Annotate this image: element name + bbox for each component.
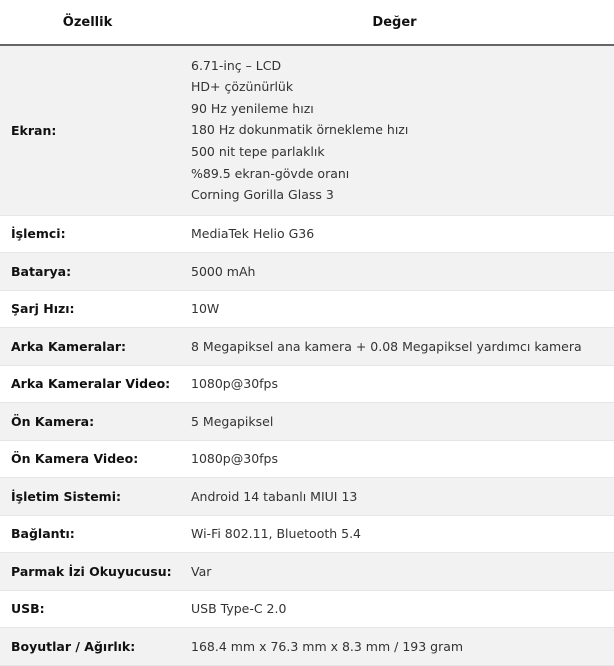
row-label: İşletim Sistemi: [0, 478, 175, 516]
row-label: Ön Kamera: [0, 403, 175, 441]
row-value: USB Type-C 2.0 [175, 590, 614, 628]
table-row [0, 253, 614, 291]
table-row [0, 628, 614, 666]
header-feature: Özellik [0, 0, 175, 45]
row-label: Arka Kameralar Video: [0, 365, 175, 403]
value-line: HD+ çözünürlük [191, 79, 294, 95]
table-row [0, 45, 614, 215]
row-value: 1080p@30fps [175, 440, 614, 478]
table-row [0, 290, 614, 328]
row-label: Boyutlar / Ağırlık: [0, 628, 175, 666]
table-row [0, 328, 614, 366]
row-label: Batarya: [0, 253, 175, 291]
row-label: Şarj Hızı: [0, 290, 175, 328]
row-value: 8 Megapiksel ana kamera + 0.08 Megapiksel yardımcı kamera [175, 328, 614, 366]
table-row [0, 478, 614, 516]
header-value: Değer [175, 0, 614, 45]
table-row [0, 365, 614, 403]
value-line: %89.5 ekran-gövde oranı [191, 165, 350, 181]
value-line: 180 Hz dokunmatik örnekleme hızı [191, 122, 409, 138]
row-label: Bağlantı: [0, 515, 175, 553]
row-value: Var [175, 553, 614, 591]
table-row [0, 553, 614, 591]
value-line: 6.71-inç – LCD [191, 57, 282, 73]
row-value: 168.4 mm x 76.3 mm x 8.3 mm / 193 gram [175, 628, 614, 666]
value-line: 500 nit tepe parlaklık [191, 144, 325, 160]
row-value: MediaTek Helio G36 [175, 215, 614, 253]
row-value: 10W [175, 290, 614, 328]
value-line: Corning Gorilla Glass 3 [191, 187, 334, 203]
row-label: İşlemci: [0, 215, 175, 253]
row-value: Wi-Fi 802.11, Bluetooth 5.4 [175, 515, 614, 553]
table-row [0, 440, 614, 478]
row-value: 1080p@30fps [175, 365, 614, 403]
row-label: Ekran: [0, 45, 175, 215]
table-row [0, 215, 614, 253]
row-label: USB: [0, 590, 175, 628]
row-value: Android 14 tabanlı MIUI 13 [175, 478, 614, 516]
row-label: Ön Kamera Video: [0, 440, 175, 478]
row-value: 5000 mAh [175, 253, 614, 291]
value-line: 90 Hz yenileme hızı [191, 100, 314, 116]
table-header-row [0, 0, 614, 45]
row-value [175, 45, 614, 215]
table-row [0, 403, 614, 441]
table-row [0, 515, 614, 553]
table-row [0, 590, 614, 628]
row-value: 5 Megapiksel [175, 403, 614, 441]
row-label: Parmak İzi Okuyucusu: [0, 553, 175, 591]
row-label: Arka Kameralar: [0, 328, 175, 366]
